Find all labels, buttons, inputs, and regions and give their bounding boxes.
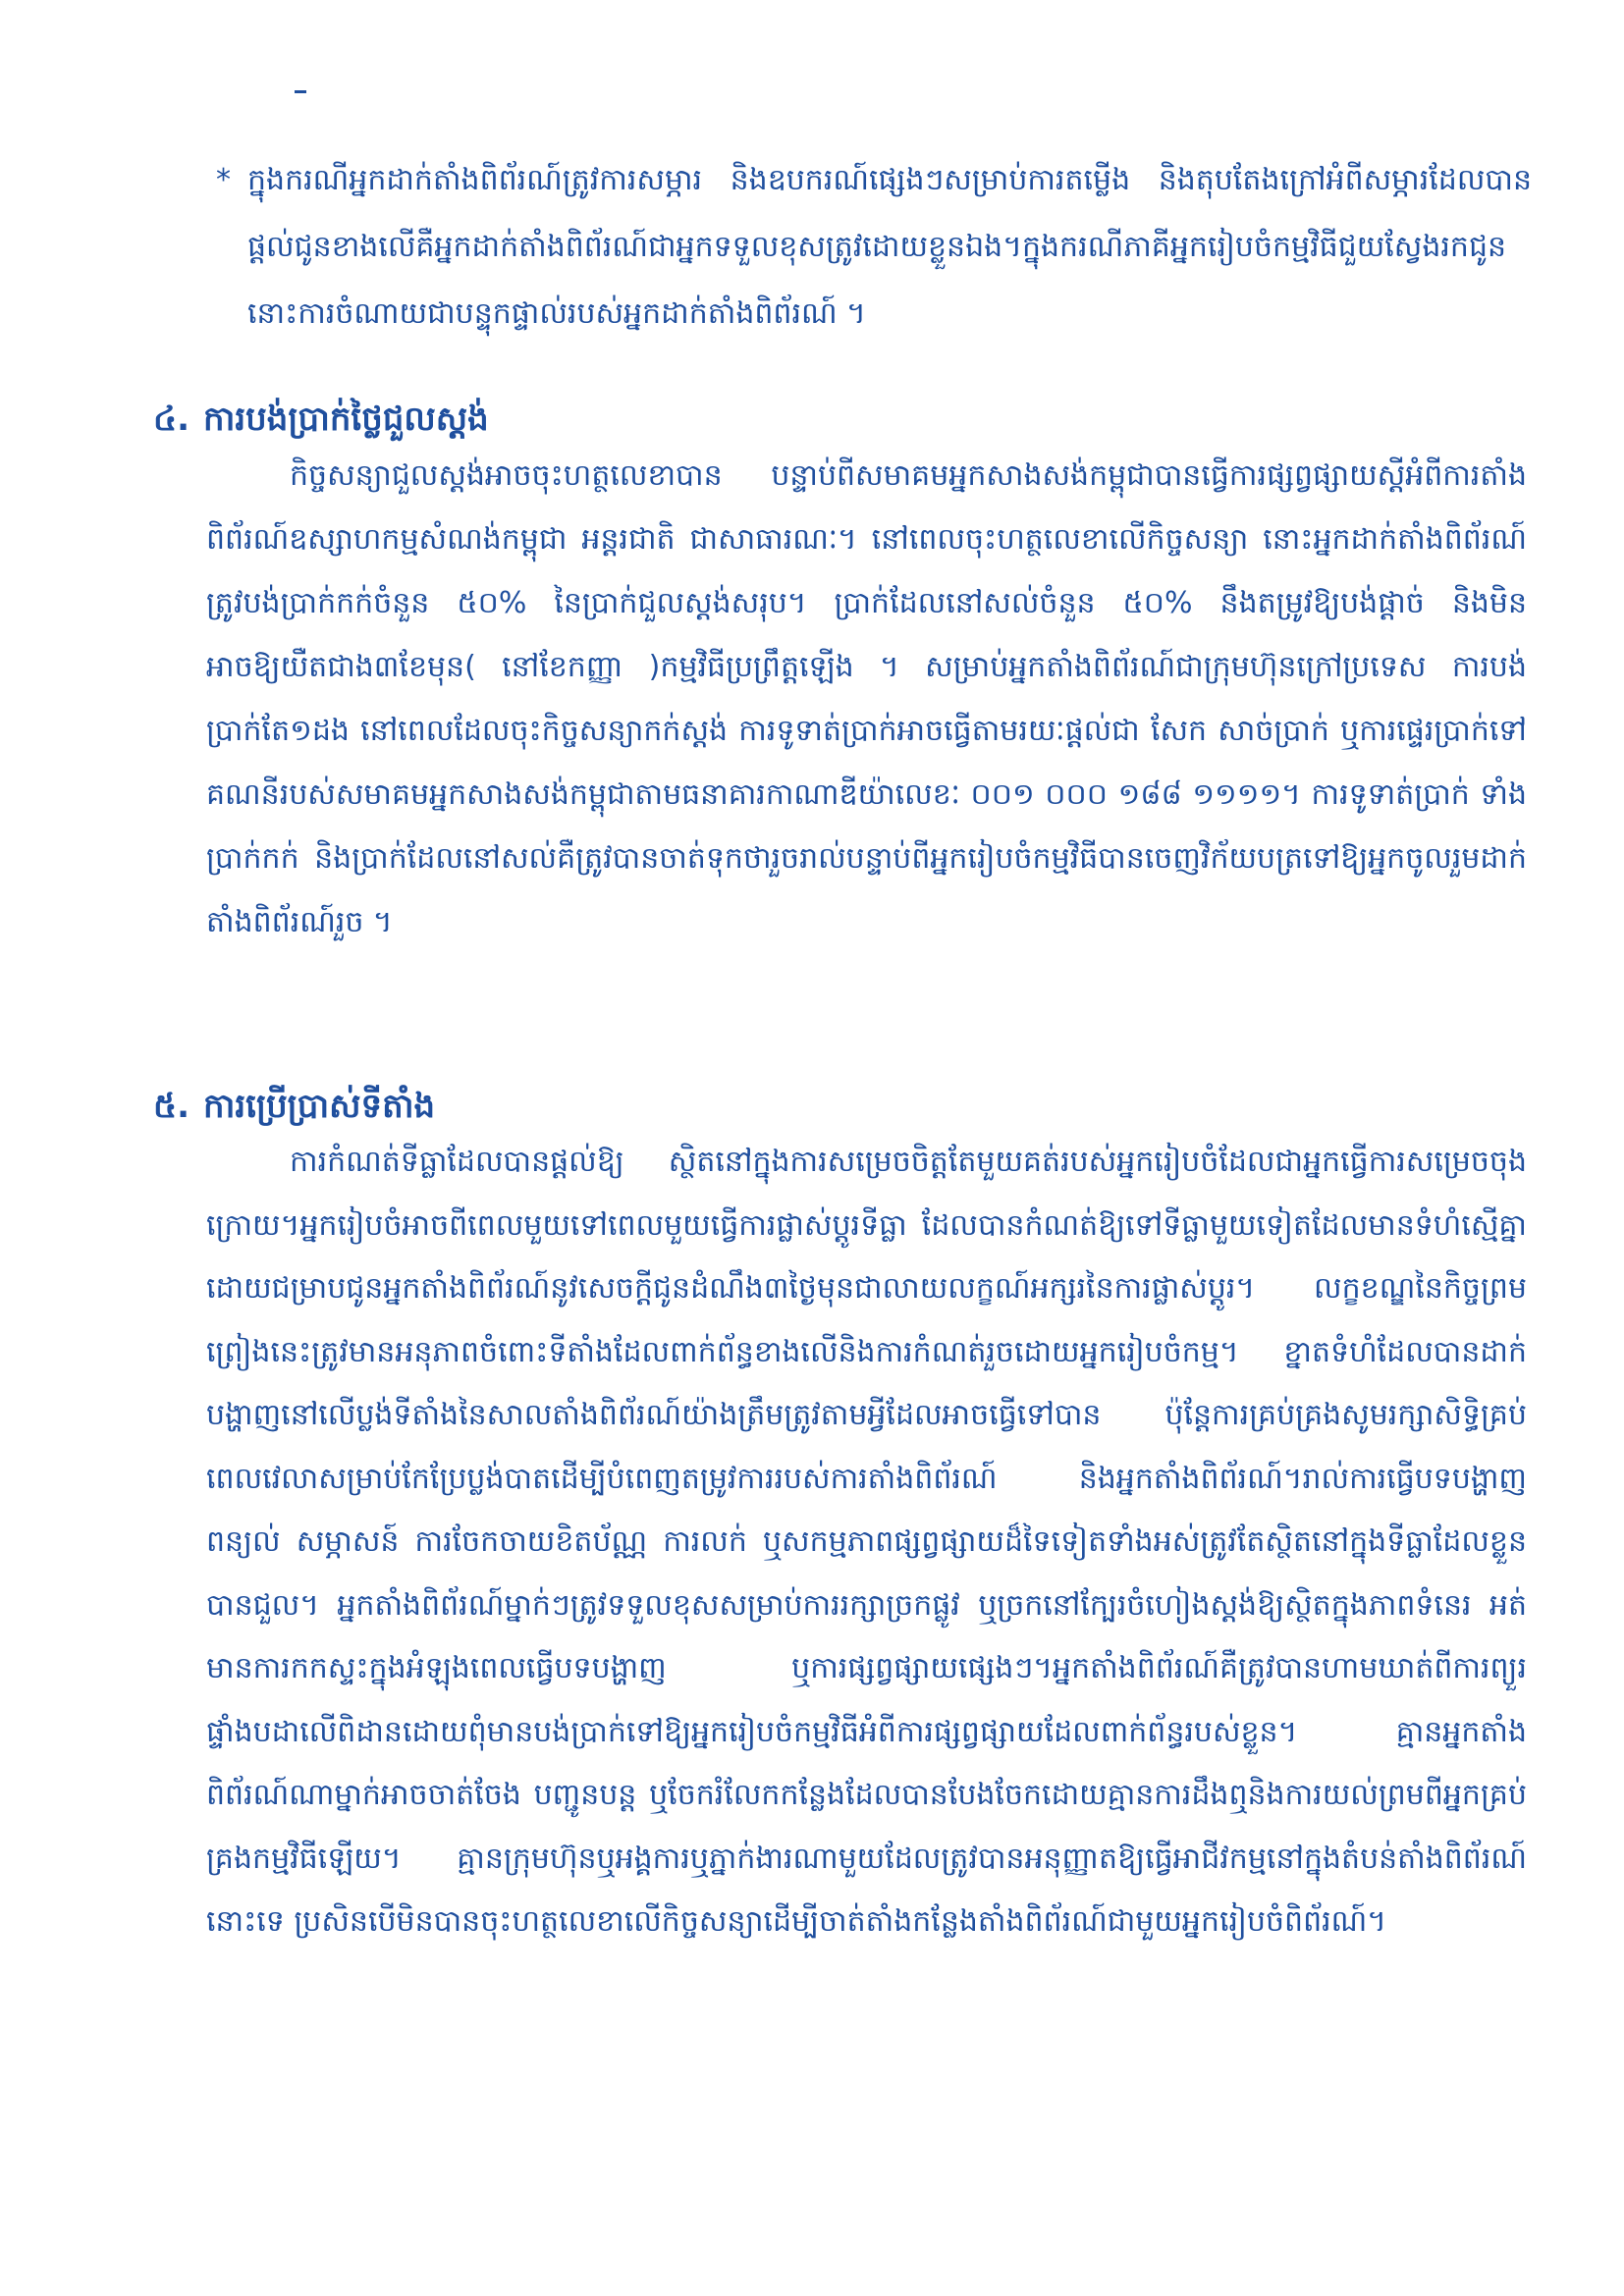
header-dash [295,90,306,93]
section-5-body: ការកំណត់ទីធ្លាដែលបានផ្តល់ឱ្យ ស្ថិតនៅក្នុងការសម្រេចចិត្តតែមួយគត់របស់អ្នករៀបចំដែលជាអ្នកធ្វើការសម្រេចចុងក្រោយ។អ្នករៀបចំអាចពីពេលមួយទៅពេលមួយធ្វើការផ្លាស់ប្តូរទីធ្លា ដែលបានកំណត់ឱ្យទៅទីធ្លាមួយទៀតដែលមានទំហំស្មើគ្នាដោយជម្រាបជូនអ្នកតាំងពិព័រណ៍នូវសេចក្តីជូនដំណឹង៣ថ្ងៃមុនជាលាយលក្ខណ៍អក្សរនៃការផ្លាស់ប្តូរ។ លក្ខខណ្ឌនៃកិច្ចព្រមព្រៀងនេះត្រូវមានអនុភាពចំពោះទីតាំងដែលពាក់ព័ន្ធខាងលើនិងការកំណត់រួចដោយអ្នករៀបចំកម្ម។ ខ្នាតទំហំដែលបានដាក់បង្ហាញនៅលើប្លង់ទីតាំងនៃសាលតាំងពិព័រណ៍យ៉ាងត្រឹមត្រូវតាមអ្វីដែលអាចធ្វើទៅបាន ប៉ុន្តែការគ្រប់គ្រងសូមរក្សាសិទ្ធិគ្រប់ពេលវេលាសម្រាប់កែប្រែប្លង់បាតដើម្បីបំពេញតម្រូវការរបស់ការតាំងពិព័រណ៍ និងអ្នកតាំងពិព័រណ៍។រាល់ការធ្វើបទបង្ហាញពន្យល់ សម្ភាសន៍ ការចែកចាយខិតប័ណ្ណ ការលក់ ឬសកម្មភាពផ្សព្វផ្សាយដ៏ទៃទៀតទាំងអស់ត្រូវតែស្ថិតនៅក្នុងទីធ្លាដែលខ្លួនបានជួល។ អ្នកតាំងពិព័រណ៍ម្នាក់ៗត្រូវទទួលខុសសម្រាប់ការរក្សាច្រកផ្លូវ ឬច្រកនៅក្បែរចំហៀងស្តង់ឱ្យស្ថិតក្នុងភាពទំនេរ អត់មានការកកស្ទះក្នុងអំឡុងពេលធ្វើបទបង្ហាញ ឬការផ្សព្វផ្សាយផ្សេងៗ។អ្នកតាំងពិព័រណ៍គឺត្រូវបានហាមឃាត់ពីការព្យួរផ្ទាំងបដាលើពិដានដោយពុំមានបង់ប្រាក់ទៅឱ្យអ្នករៀបចំកម្មវិធីអំពីការផ្សព្វផ្សាយដែលពាក់ព័ន្ធរបស់ខ្លួន។ គ្មានអ្នកតាំងពិព័រណ៍ណាម្នាក់អាចចាត់ចែង បញ្ជូនបន្ត ឬចែករំលែកកន្លែងដែលបានបែងចែកដោយគ្មានការដឹងឮនិងការយល់ព្រមពីអ្នកគ្រប់គ្រងកម្មវិធីឡើយ។ គ្មានក្រុមហ៊ុនឬអង្គការឬភ្នាក់ងារណាមួយដែលត្រូវបានអនុញ្ញាតឱ្យធ្វើអាជីវកម្មនៅក្នុងតំបន់តាំងពិព័រណ៍នោះទេ ប្រសិនបើមិនបានចុះហត្ថលេខាលើកិច្ចសន្យាដើម្បីចាត់តាំងកន្លែងតាំងពិព័រណ៍ជាមួយអ្នករៀបចំពិព័រណ៍។ [206,1145,1527,1939]
section-4-heading [153,395,489,444]
section-4-title: ការបង់ប្រាក់ថ្លៃជួលស្តង់ [203,400,489,439]
section-5-title: ការប្រើប្រាស់ទីតាំង [203,1087,436,1126]
section-5-heading [153,1082,435,1131]
note-paragraph [216,147,1532,347]
note-bullet: * [216,163,231,197]
section-4-body: កិច្ចសន្យាជួលស្តង់អាចចុះហត្ថលេខាបាន បន្ទាប់ពីសមាគមអ្នកសាងសង់កម្ពុជាបានធ្វើការផ្សព្វផ្សាយស្តីអំពីការតាំងពិព័រណ៍ឧស្សាហកម្មសំណង់កម្ពុជា អន្តរជាតិ ជាសាធារណៈ។ នៅពេលចុះហត្ថលេខាលើកិច្ចសន្យា នោះអ្នកដាក់តាំងពិព័រណ៍ត្រូវបង់ប្រាក់កក់ចំនួន ៥០% នៃប្រាក់ជួលស្តង់សរុប។ ប្រាក់ដែលនៅសល់ចំនួន ៥០% នឹងតម្រូវឱ្យបង់ផ្តាច់ និងមិនអាចឱ្យយឺតជាង៣ខែមុន( នៅខែកញ្ញា )កម្មវិធីប្រព្រឹត្តឡើង ។ សម្រាប់អ្នកតាំងពិព័រណ៍ជាក្រុមហ៊ុនក្រៅប្រទេស ការបង់ប្រាក់តែ១ដង នៅពេលដែលចុះកិច្ចសន្យាកក់ស្តង់ ការទូទាត់ប្រាក់អាចធ្វើតាមរយៈផ្តល់ជា សែក សាច់ប្រាក់ ឬការផ្ទេរប្រាក់ទៅគណនីរបស់សមាគមអ្នកសាងសង់កម្ពុជាតាមធនាគារកាណាឌីយ៉ាលេខៈ ០០១ ០០០ ១៨៨ ១១១១។ ការទូទាត់ប្រាក់ ទាំងប្រាក់កក់ និងប្រាក់ដែលនៅសល់គឺត្រូវបានចាត់ទុកថារួចរាល់បន្ទាប់ពីអ្នករៀបចំកម្មវិធីបានចេញវិក័យបត្រទៅឱ្យអ្នកចូលរួមដាក់តាំងពិព័រណ៍រួច ។ [206,458,1527,939]
note-text: ក្នុងករណីអ្នកដាក់តាំងពិព័រណ៍ត្រូវការសម្ភារ និងឧបករណ៍ផ្សេងៗសម្រាប់ការតម្លើង និងតុបតែងក្រៅអំពីសម្ភារដែលបានផ្តល់ជូនខាងលើគឺអ្នកដាក់តាំងពិព័រណ៍ជាអ្នកទទួលខុសត្រូវដោយខ្លួនឯង។ក្នុងករណីភាគីអ្នករៀបចំកម្មវិធីជួយស្វែងរកជូន នោះការចំណាយជាបន្ទុកផ្ទាល់របស់អ្នកដាក់តាំងពិព័រណ៍ ។ [247,163,1532,331]
section-4-number: ៤. [153,400,189,439]
section-5-number: ៥. [153,1087,189,1126]
